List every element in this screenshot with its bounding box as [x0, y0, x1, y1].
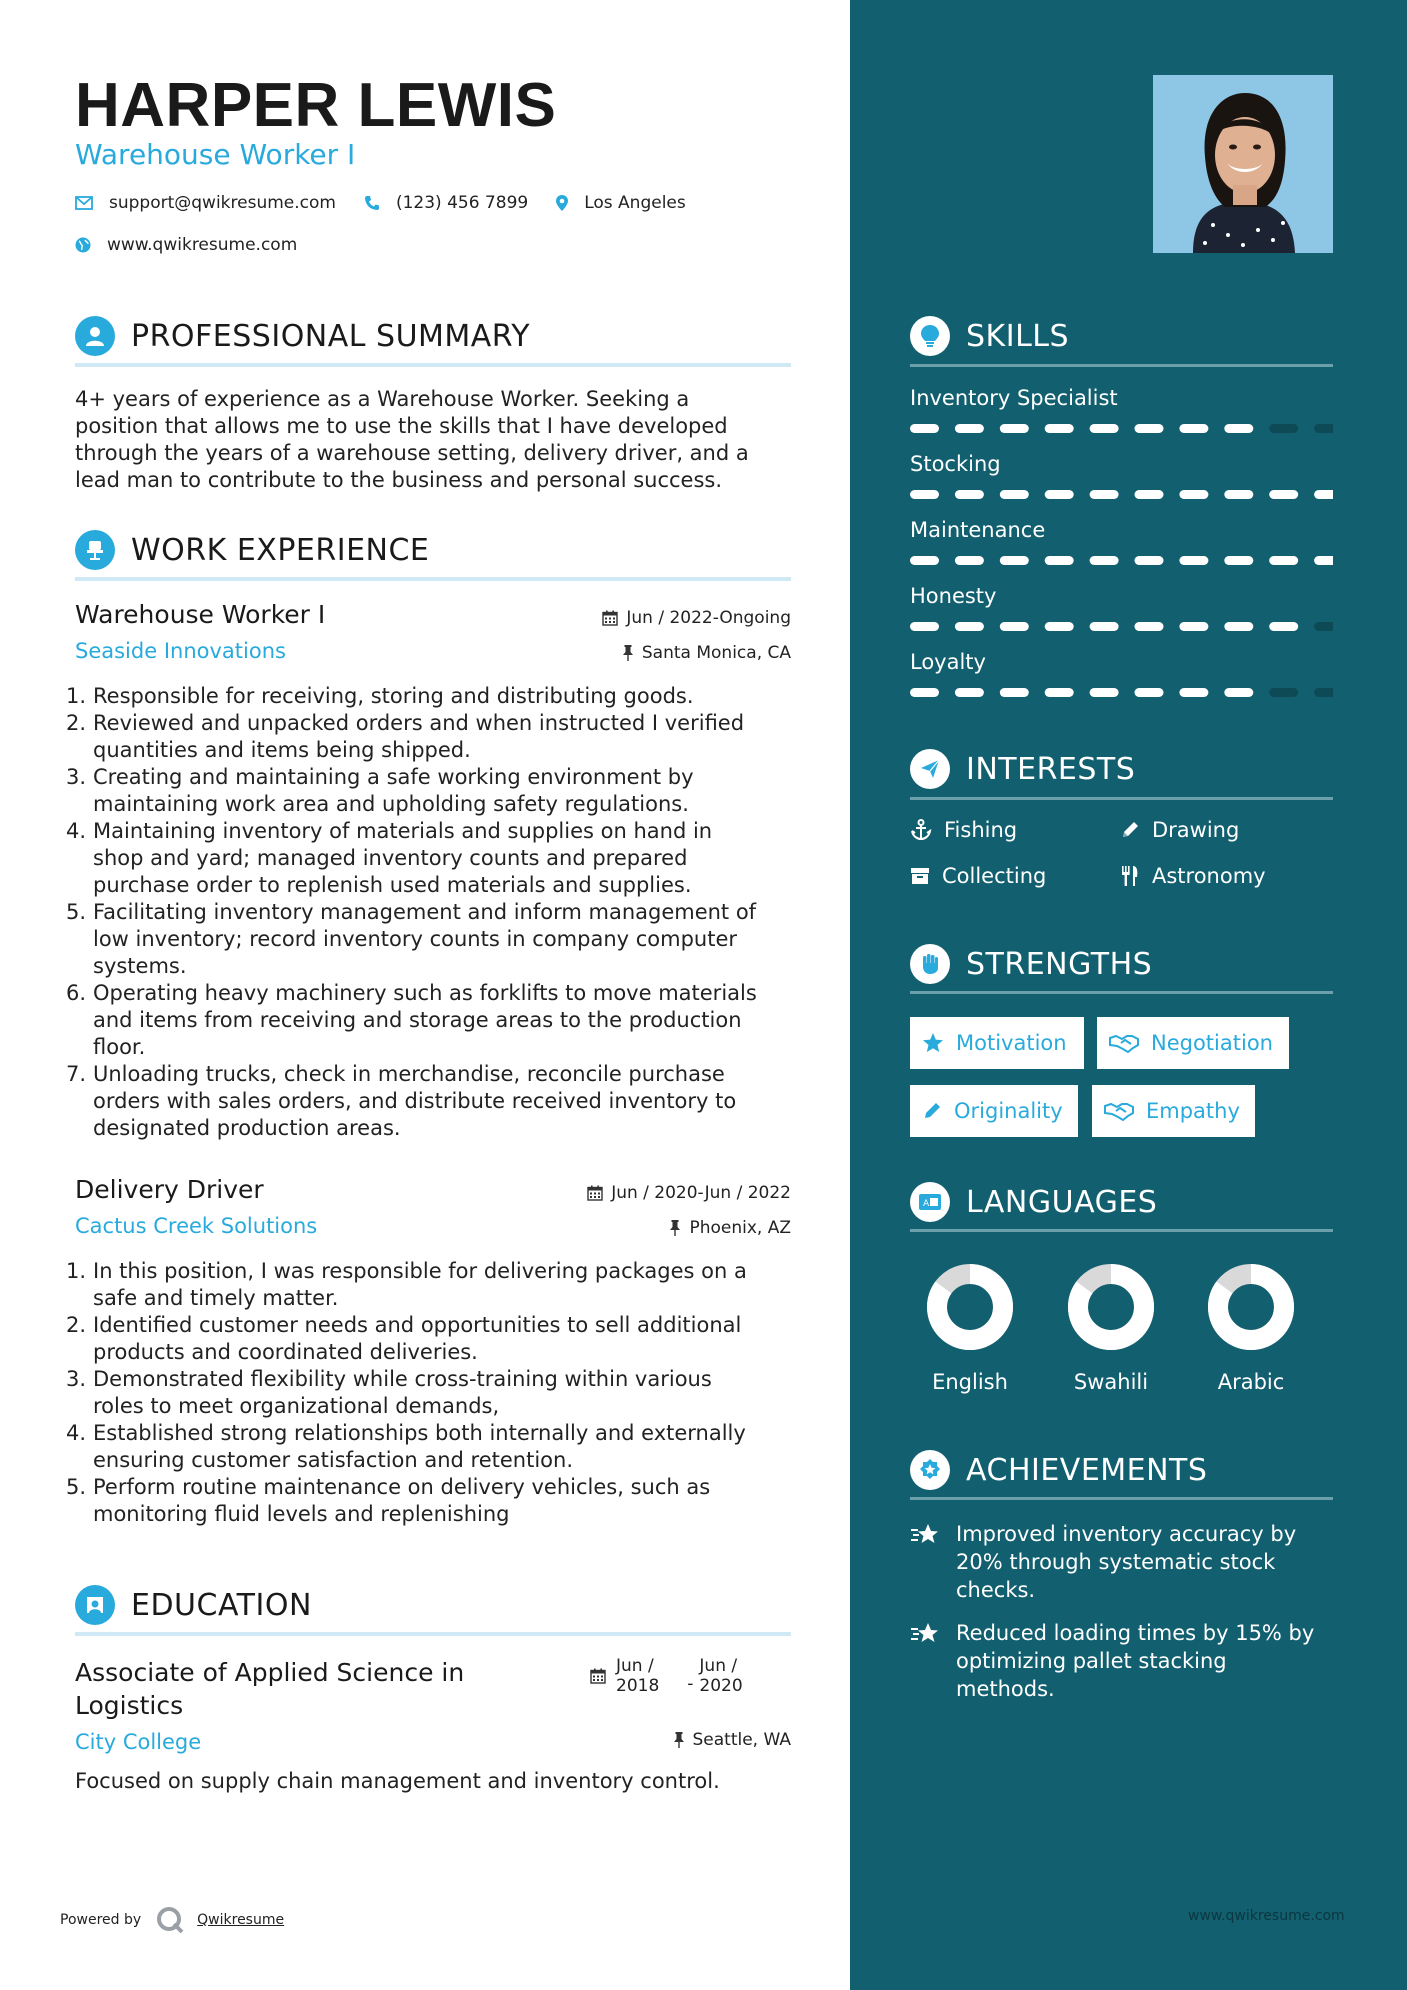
pencil-icon	[922, 1101, 942, 1121]
skill-segment-filled	[1045, 490, 1074, 499]
education-dates	[590, 1656, 743, 1696]
summary-divider	[75, 363, 791, 367]
pushpin-icon	[622, 645, 634, 661]
school-name: City College	[75, 1730, 202, 1754]
skill-segment-filled	[1179, 688, 1208, 697]
duty-line: ensuring customer satisfaction and retention.	[93, 1448, 573, 1472]
fist-icon	[910, 944, 950, 984]
skill-segment-filled	[1045, 688, 1074, 697]
duty-line: products and coordinated deliveries.	[93, 1340, 478, 1364]
duty-line: low inventory; record inventory counts in company computer	[93, 927, 738, 951]
anchor-icon	[910, 819, 932, 841]
duty-line: and items from receiving and storage areas to the production	[93, 1008, 742, 1032]
duty-line: roles to meet organizational demands,	[93, 1394, 500, 1418]
interests-divider	[910, 797, 1333, 800]
language-donut	[1206, 1262, 1296, 1352]
skill-segment-filled	[1224, 688, 1253, 697]
job-location-text: Santa Monica, CA	[641, 643, 791, 663]
education-start	[616, 1656, 659, 1696]
map-pin-icon	[556, 195, 568, 211]
skill-segment-filled	[1000, 490, 1029, 499]
strengths-heading: STRENGTHS	[966, 946, 1153, 982]
education-heading: EDUCATION	[131, 1587, 312, 1623]
flying-star-icon	[910, 1522, 942, 1548]
summary-line: lead man to contribute to the business and personal success.	[75, 468, 723, 492]
job-duties	[66, 1258, 796, 1528]
handshake-icon	[1109, 1033, 1139, 1053]
pushpin-icon	[669, 1220, 681, 1236]
duty-line: orders with sales orders, and distribute received inventory to	[93, 1089, 737, 1113]
strength-tag	[910, 1085, 1078, 1137]
experience-divider	[75, 577, 791, 581]
skill-segment-filled	[910, 622, 939, 631]
pushpin-icon	[673, 1732, 685, 1748]
duty-item	[66, 818, 796, 899]
duty-line: Unloading trucks, check in merchandise, reconcile purchase	[93, 1062, 725, 1086]
skill-name: Maintenance	[910, 518, 1046, 542]
email-text: support@qwikresume.com	[109, 193, 336, 213]
summary-text	[75, 386, 791, 494]
duty-item	[66, 1258, 796, 1312]
skill-segment-filled	[1224, 490, 1253, 499]
contact-email[interactable]	[75, 193, 336, 213]
skill-segment-filled	[1090, 556, 1119, 565]
job-duties	[66, 683, 796, 1142]
interest-item	[1120, 818, 1239, 842]
skill-level-bar	[910, 490, 1333, 499]
skill-segment-filled	[1224, 424, 1253, 433]
achievement-text	[956, 1619, 1314, 1703]
candidate-title: Warehouse Worker I	[75, 138, 356, 171]
duty-number: 5.	[66, 1475, 87, 1499]
language-donut	[925, 1262, 1015, 1352]
skill-segment-filled	[955, 424, 984, 433]
skill-level-bar	[910, 688, 1333, 697]
experience-heading: WORK EXPERIENCE	[131, 532, 430, 568]
job-dates	[560, 608, 791, 628]
skill-segment-empty	[1269, 688, 1298, 697]
language-name: English	[932, 1370, 1008, 1394]
strengths-header	[910, 944, 1152, 984]
skill-segment-filled	[1000, 424, 1029, 433]
degree-title	[75, 1656, 464, 1722]
duty-line: safe and timely matter.	[93, 1286, 339, 1310]
skill-segment-filled	[1135, 424, 1164, 433]
duty-line: floor.	[93, 1035, 146, 1059]
strength-label: Empathy	[1146, 1099, 1240, 1123]
duty-number: 2.	[66, 711, 87, 735]
skill-segment-filled	[955, 622, 984, 631]
degree-line: Logistics	[75, 1691, 184, 1720]
duty-number: 4.	[66, 819, 87, 843]
duty-item	[66, 1420, 796, 1474]
degree-line: Associate of Applied Science in	[75, 1658, 465, 1687]
flying-star-icon	[910, 1621, 942, 1647]
profile-photo	[1153, 75, 1333, 253]
duty-number: 4.	[66, 1421, 87, 1445]
duty-line: quantities and items being shipped.	[93, 738, 471, 762]
skill-level-bar	[910, 622, 1333, 631]
powered-by	[60, 1905, 284, 1935]
utensils-icon	[1120, 865, 1140, 887]
duty-item	[66, 899, 796, 980]
duty-number: 1.	[66, 684, 87, 708]
duty-item	[66, 1312, 796, 1366]
skill-segment-filled	[1135, 556, 1164, 565]
calendar-icon	[587, 1185, 603, 1201]
duty-line: maintaining work area and upholding safety regulations.	[93, 792, 689, 816]
end-month: Jun /	[699, 1656, 738, 1676]
achievements-header	[910, 1450, 1207, 1490]
skill-segment-filled	[1090, 490, 1119, 499]
skill-segment-filled	[1090, 688, 1119, 697]
skill-level-bar	[910, 424, 1333, 433]
duty-line: designated production areas.	[93, 1116, 401, 1140]
summary-header	[75, 316, 530, 356]
duty-line: In this position, I was responsible for delivering packages on a	[93, 1259, 747, 1283]
skill-segment-filled	[1090, 622, 1119, 631]
archive-icon	[910, 866, 930, 886]
skill-segment-filled	[1000, 622, 1029, 631]
skill-level-bar	[910, 556, 1333, 565]
skill-segment-filled	[1045, 622, 1074, 631]
duty-line: Maintaining inventory of materials and supplies on hand in	[93, 819, 713, 843]
interest-label: Astronomy	[1152, 864, 1266, 888]
footer-url[interactable]: www.qwikresume.com	[1188, 1908, 1345, 1924]
duty-line: Demonstrated flexibility while cross-training within various	[93, 1367, 712, 1391]
brand-link[interactable]: Qwikresume	[197, 1912, 285, 1928]
qwikresume-logo-icon	[155, 1905, 185, 1935]
start-year: 2018	[616, 1676, 660, 1696]
skill-segment-filled	[1179, 622, 1208, 631]
achievement-item	[910, 1520, 1333, 1604]
badge-star-icon	[910, 1450, 950, 1490]
date-dash: -	[687, 1674, 694, 1694]
user-icon	[75, 316, 115, 356]
strength-tag	[1092, 1085, 1255, 1137]
interest-label: Collecting	[942, 864, 1047, 888]
skill-segment-filled	[1090, 424, 1119, 433]
powered-label: Powered by	[60, 1912, 142, 1928]
skills-header	[910, 316, 1069, 356]
strength-label: Originality	[954, 1099, 1063, 1123]
experience-header	[75, 530, 429, 570]
start-month: Jun /	[616, 1656, 654, 1676]
calendar-icon	[590, 1668, 606, 1684]
languages-header	[910, 1182, 1157, 1222]
skill-segment-filled	[1135, 622, 1164, 631]
languages-divider	[910, 1229, 1333, 1232]
interests-header	[910, 749, 1135, 789]
duty-item	[66, 1474, 796, 1528]
skill-name: Loyalty	[910, 650, 986, 674]
strength-tag	[1097, 1017, 1289, 1069]
duty-line: Established strong relationships both internally and externally	[93, 1421, 746, 1445]
contact-row-website	[75, 235, 325, 255]
skill-segment-filled	[955, 688, 984, 697]
job-location	[560, 643, 791, 663]
skill-segment-filled	[1314, 490, 1333, 499]
achievements-divider	[910, 1497, 1333, 1500]
duty-number: 1.	[66, 1259, 87, 1283]
interests-heading: INTERESTS	[966, 751, 1136, 787]
job-company: Seaside Innovations	[75, 639, 286, 663]
duty-number: 5.	[66, 900, 87, 924]
education-location-text: Seattle, WA	[692, 1730, 791, 1750]
achievement-line: Improved inventory accuracy by	[956, 1522, 1297, 1546]
skill-segment-filled	[955, 556, 984, 565]
duty-line: Operating heavy machinery such as forklifts to move materials	[93, 981, 757, 1005]
interest-label: Fishing	[944, 818, 1018, 842]
skill-segment-filled	[1269, 556, 1298, 565]
skill-segment-filled	[910, 490, 939, 499]
duty-item	[66, 1366, 796, 1420]
interest-item	[1120, 864, 1266, 888]
duty-line: shop and yard; managed inventory counts and prepared	[93, 846, 688, 870]
skill-segment-filled	[910, 556, 939, 565]
achievement-line: methods.	[956, 1677, 1055, 1701]
skill-segment-filled	[1135, 688, 1164, 697]
candidate-name: HARPER LEWIS	[75, 71, 557, 140]
handshake-icon	[1104, 1101, 1134, 1121]
portrait-image	[1153, 75, 1333, 253]
duty-line: Responsible for receiving, storing and distributing goods.	[93, 684, 694, 708]
languages-heading: LANGUAGES	[966, 1184, 1158, 1220]
skills-divider	[910, 364, 1333, 367]
skill-segment-filled	[955, 490, 984, 499]
skill-segment-filled	[1135, 490, 1164, 499]
duty-item	[66, 683, 796, 710]
language-donut	[1066, 1262, 1156, 1352]
star-icon	[922, 1032, 944, 1054]
contact-website[interactable]	[75, 235, 297, 255]
achievements-heading: ACHIEVEMENTS	[966, 1452, 1208, 1488]
duty-line: Facilitating inventory management and inform management of	[93, 900, 757, 924]
language-name: Arabic	[1217, 1370, 1285, 1394]
strengths-divider	[910, 991, 1333, 994]
interest-item	[910, 818, 1017, 842]
skill-segment-filled	[1000, 688, 1029, 697]
briefcase-chair-icon	[75, 530, 115, 570]
lightbulb-icon	[910, 316, 950, 356]
strength-tag	[910, 1017, 1084, 1069]
skill-segment-empty	[1269, 424, 1298, 433]
summary-line: through the years of a warehouse setting, delivery driver, and a	[75, 441, 749, 465]
contact-location	[556, 193, 686, 213]
duty-line: monitoring fluid levels and replenishing	[93, 1502, 510, 1526]
strength-label: Negotiation	[1151, 1031, 1273, 1055]
achievement-text	[956, 1520, 1296, 1604]
contact-phone[interactable]	[364, 193, 528, 213]
education-end	[699, 1656, 742, 1696]
envelope-icon	[75, 196, 93, 210]
strength-label: Motivation	[956, 1031, 1067, 1055]
duty-item	[66, 1061, 796, 1142]
achievement-line: Reduced loading times by 15% by	[956, 1621, 1315, 1645]
graduate-icon	[75, 1585, 115, 1625]
skill-segment-filled	[910, 688, 939, 697]
summary-heading: PROFESSIONAL SUMMARY	[131, 318, 531, 354]
skill-name: Honesty	[910, 584, 997, 608]
duty-item	[66, 980, 796, 1061]
achievement-line: 20% through systematic stock	[956, 1550, 1276, 1574]
skill-segment-filled	[1314, 556, 1333, 565]
skill-segment-filled	[1000, 556, 1029, 565]
duty-line: purchase order to replenish used materials and supplies.	[93, 873, 692, 897]
globe-icon	[75, 237, 91, 253]
paper-plane-icon	[910, 749, 950, 789]
job-dates-text: Jun / 2022-Ongoing	[626, 608, 791, 628]
contact-row	[75, 193, 714, 213]
job-location	[560, 1218, 791, 1238]
education-location	[560, 1730, 791, 1750]
skill-segment-filled	[1179, 490, 1208, 499]
skill-segment-filled	[1045, 424, 1074, 433]
duty-line: systems.	[93, 954, 187, 978]
job-dates-text: Jun / 2020-Jun / 2022	[611, 1183, 791, 1203]
phone-text: (123) 456 7899	[395, 193, 529, 213]
skill-segment-filled	[1179, 424, 1208, 433]
duty-number: 2.	[66, 1313, 87, 1337]
duty-item	[66, 710, 796, 764]
education-description: Focused on supply chain management and inventory control.	[75, 1769, 720, 1793]
skill-segment-empty	[1314, 688, 1333, 697]
summary-line: 4+ years of experience as a Warehouse Worker. Seeking a	[75, 387, 690, 411]
interest-item	[910, 864, 1046, 888]
skill-segment-filled	[1224, 556, 1253, 565]
education-divider	[75, 1632, 791, 1636]
skills-heading: SKILLS	[966, 318, 1070, 354]
education-header	[75, 1585, 312, 1625]
skill-segment-filled	[1224, 622, 1253, 631]
job-dates	[530, 1183, 791, 1203]
calendar-icon	[602, 610, 618, 626]
job-title: Delivery Driver	[75, 1175, 264, 1204]
duty-line: Identified customer needs and opportunities to sell additional	[93, 1313, 742, 1337]
job-location-text: Phoenix, AZ	[689, 1218, 791, 1238]
job-title: Warehouse Worker I	[75, 600, 326, 629]
achievement-line: checks.	[956, 1578, 1036, 1602]
summary-line: position that allows me to use the skills that I have developed	[75, 414, 728, 438]
interest-label: Drawing	[1152, 818, 1240, 842]
skill-name: Inventory Specialist	[910, 386, 1118, 410]
duty-line: Perform routine maintenance on delivery vehicles, such as	[93, 1475, 711, 1499]
language-icon	[910, 1182, 950, 1222]
skill-segment-empty	[1314, 622, 1333, 631]
achievement-line: optimizing pallet stacking	[956, 1649, 1227, 1673]
skill-segment-filled	[1045, 556, 1074, 565]
phone-icon	[364, 195, 380, 211]
skill-segment-filled	[1179, 556, 1208, 565]
duty-number: 3.	[66, 1367, 87, 1391]
end-year: 2020	[699, 1676, 743, 1696]
location-text: Los Angeles	[584, 193, 686, 213]
skill-segment-filled	[1269, 622, 1298, 631]
achievement-item	[910, 1619, 1333, 1703]
pencil-icon	[1120, 820, 1140, 840]
duty-number: 3.	[66, 765, 87, 789]
duty-line: Reviewed and unpacked orders and when instructed I verified	[93, 711, 745, 735]
skill-segment-empty	[1314, 424, 1333, 433]
skill-segment-filled	[910, 424, 939, 433]
job-company: Cactus Creek Solutions	[75, 1214, 318, 1238]
skill-name: Stocking	[910, 452, 1001, 476]
language-name: Swahili	[1073, 1370, 1149, 1394]
duty-number: 7.	[66, 1062, 87, 1086]
skill-segment-filled	[1269, 490, 1298, 499]
duty-line: Creating and maintaining a safe working environment by	[93, 765, 694, 789]
svg-text:A: A	[923, 1199, 930, 1209]
duty-item	[66, 764, 796, 818]
website-text: www.qwikresume.com	[107, 235, 298, 255]
duty-number: 6.	[66, 981, 87, 1005]
